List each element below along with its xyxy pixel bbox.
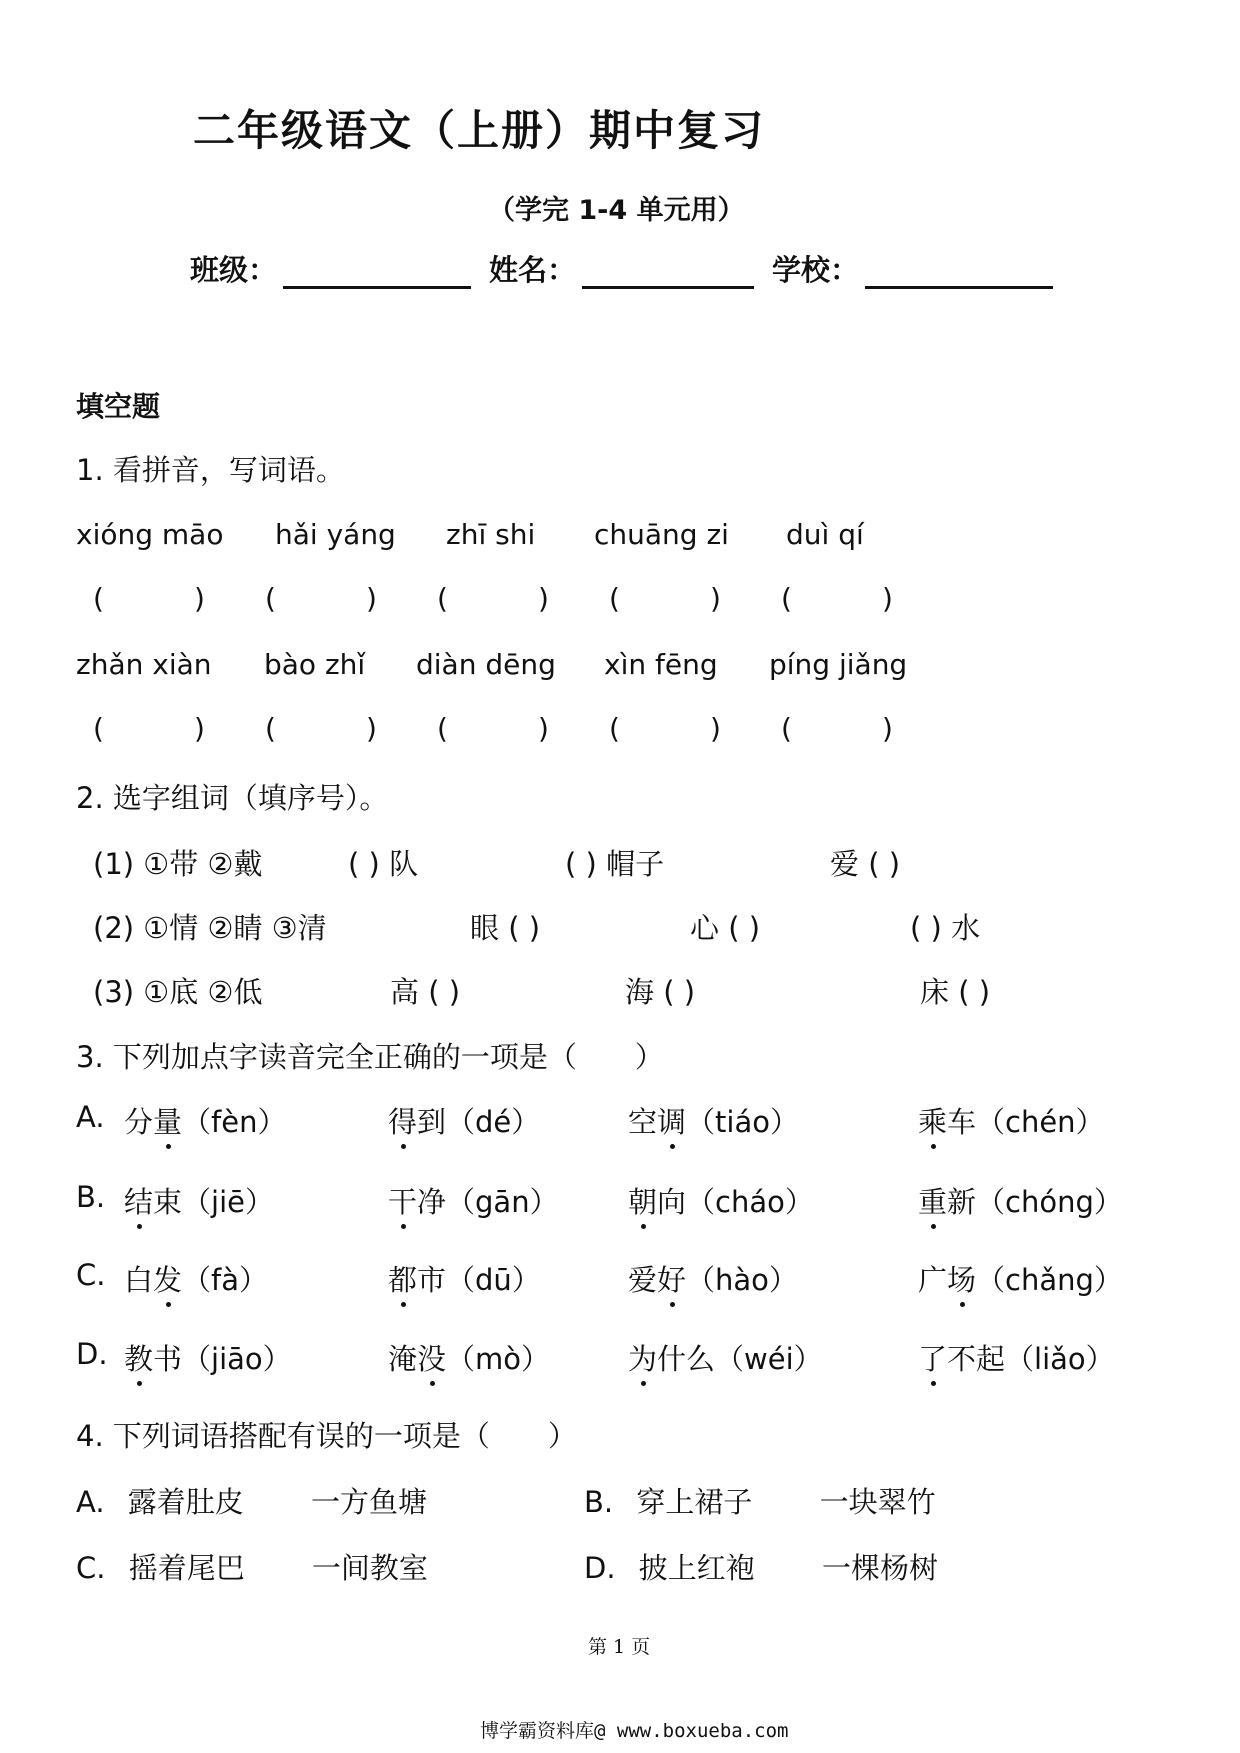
school-field[interactable] (865, 248, 1053, 289)
q2-row1-blank3[interactable]: 爱 ( ) (830, 847, 901, 881)
section-title: 填空题 (76, 390, 161, 423)
answer-box-9[interactable]: ( ) (609, 712, 721, 745)
item-text-before: 淹 (388, 1342, 418, 1376)
pinyin-7: bào zhǐ (264, 648, 366, 681)
name-label: 姓名： (489, 253, 577, 287)
q3-option-item (388, 1258, 541, 1299)
option-letter: D. (584, 1551, 616, 1585)
item-text-before: 广 (918, 1263, 948, 1297)
q3-option-letter[interactable]: C. (76, 1258, 106, 1292)
q3-option-item (388, 1180, 559, 1221)
answer-box-4[interactable]: ( ) (609, 582, 721, 615)
q2-row2-choices: (2) ①情 ②睛 ③清 (93, 911, 327, 945)
item-text-after: （chǎng） (976, 1263, 1123, 1297)
class-label: 班级： (190, 253, 278, 287)
dotted-character: 量 (153, 1100, 182, 1141)
dotted-character: 都 (388, 1258, 417, 1299)
q2-row1-choices: (1) ①带 ②戴 (93, 847, 263, 881)
dotted-character: 了 (918, 1337, 947, 1378)
pinyin-2: hǎi yáng (275, 518, 396, 551)
item-text-after: 市（dū） (417, 1263, 541, 1297)
option-phrase-b: 一方鱼塘 (311, 1485, 428, 1519)
item-text-before: 白 (124, 1263, 154, 1297)
q3-prompt: 3. 下列加点字读音完全正确的一项是（ ） (76, 1040, 664, 1074)
option-phrase-a: 穿上裙子 (636, 1485, 753, 1519)
q3-option-item (628, 1180, 814, 1221)
item-text-before: 空 (628, 1105, 658, 1139)
dotted-character: 重 (918, 1180, 947, 1221)
answer-box-3[interactable]: ( ) (437, 582, 549, 615)
q2-row3-blank1[interactable]: 高 ( ) (390, 975, 461, 1009)
dotted-character: 干 (388, 1180, 417, 1221)
answer-box-10[interactable]: ( ) (781, 712, 893, 745)
option-letter: B. (584, 1485, 614, 1519)
pinyin-4: chuāng zi (594, 518, 729, 551)
option-phrase-b: 一棵杨树 (822, 1551, 939, 1585)
option-phrase-a: 露着肚皮 (127, 1485, 244, 1519)
q3-option-item (628, 1100, 799, 1141)
item-text-after: 不起（liǎo） (947, 1342, 1115, 1376)
dotted-character: 朝 (628, 1180, 657, 1221)
answer-box-7[interactable]: ( ) (265, 712, 377, 745)
dotted-character: 教 (124, 1337, 153, 1378)
q2-row2-blank2[interactable]: 心 ( ) (690, 911, 761, 945)
q3-option-item (124, 1258, 268, 1299)
dotted-character: 为 (628, 1337, 657, 1378)
item-text-after: 向（cháo） (657, 1185, 814, 1219)
option-phrase-a: 披上红袍 (638, 1551, 755, 1585)
page-subtitle: （学完 1-4 单元用） (488, 195, 745, 226)
q4-option-c[interactable] (76, 1546, 428, 1587)
q2-row3-choices: (3) ①底 ②低 (93, 975, 263, 1009)
q3-option-item (124, 1337, 292, 1378)
class-field[interactable] (283, 248, 471, 289)
q3-option-item (918, 1100, 1105, 1141)
q3-option-letter[interactable]: D. (76, 1337, 108, 1371)
q3-option-item (918, 1258, 1123, 1299)
q2-row1-blank2[interactable]: ( ) 帽子 (565, 847, 665, 881)
q1-prompt: 1. 看拼音，写词语。 (76, 453, 345, 487)
option-phrase-b: 一间教室 (311, 1551, 428, 1585)
answer-box-8[interactable]: ( ) (437, 712, 549, 745)
answer-box-2[interactable]: ( ) (265, 582, 377, 615)
item-text-after: 书（jiāo） (153, 1342, 292, 1376)
item-text-after: （fà） (182, 1263, 269, 1297)
q2-row2-blank1[interactable]: 眼 ( ) (470, 911, 541, 945)
item-text-after: （tiáo） (686, 1105, 799, 1139)
q3-option-item (918, 1180, 1123, 1221)
dotted-character: 调 (657, 1100, 686, 1141)
dotted-character: 场 (947, 1258, 976, 1299)
answer-box-5[interactable]: ( ) (781, 582, 893, 615)
option-phrase-a: 摇着尾巴 (128, 1551, 245, 1585)
item-text-after: 束（jiē） (153, 1185, 274, 1219)
item-text-after: 新（chóng） (947, 1185, 1123, 1219)
q3-option-item (388, 1337, 550, 1378)
q4-option-d[interactable] (584, 1546, 938, 1587)
dotted-character: 得 (388, 1100, 417, 1141)
q2-prompt: 2. 选字组词（填序号）。 (76, 781, 389, 815)
option-phrase-b: 一块翠竹 (819, 1485, 936, 1519)
pinyin-3: zhī shi (446, 518, 536, 551)
item-text-after: 净（gān） (417, 1185, 559, 1219)
item-text-after: （fèn） (182, 1105, 287, 1139)
name-field[interactable] (582, 248, 754, 289)
page-number: 第 1 页 (588, 1636, 651, 1658)
pinyin-9: xìn fēng (604, 648, 718, 681)
item-text-before: 分 (124, 1105, 154, 1139)
q4-option-b[interactable] (584, 1480, 936, 1521)
item-text-after: （hào） (686, 1263, 798, 1297)
q3-option-item (628, 1337, 823, 1378)
pinyin-6: zhǎn xiàn (76, 648, 212, 681)
dotted-character: 乘 (918, 1100, 947, 1141)
q2-row2-blank3[interactable]: ( ) 水 (910, 911, 981, 945)
student-info-line (190, 248, 1071, 289)
q3-option-letter[interactable]: B. (76, 1180, 106, 1214)
option-letter: C. (76, 1551, 106, 1585)
q3-option-item (388, 1100, 540, 1141)
pinyin-8: diàn dēng (416, 648, 556, 681)
q3-option-item (124, 1100, 286, 1141)
q3-option-letter[interactable]: A. (76, 1100, 105, 1134)
q4-prompt: 4. 下列词语搭配有误的一项是（ ） (76, 1419, 577, 1453)
q3-option-item (628, 1258, 798, 1299)
watermark: 博学霸资料库@ www.boxueba.com (480, 1720, 789, 1742)
item-text-after: 到（dé） (417, 1105, 541, 1139)
answer-box-1[interactable]: ( ) (93, 582, 205, 615)
q2-row1-blank1[interactable]: ( ) 队 (348, 847, 419, 881)
option-letter: A. (76, 1485, 105, 1519)
school-label: 学校： (772, 253, 860, 287)
answer-box-6[interactable]: ( ) (93, 712, 205, 745)
item-text-after: 什么（wéi） (657, 1342, 823, 1376)
pinyin-5: duì qí (786, 518, 864, 551)
dotted-character: 发 (153, 1258, 182, 1299)
q2-row3-blank3[interactable]: 床 ( ) (920, 975, 991, 1009)
q3-option-item (918, 1337, 1115, 1378)
pinyin-1: xióng māo (76, 518, 224, 551)
q3-option-item (124, 1180, 274, 1221)
dotted-character: 好 (657, 1258, 686, 1299)
item-text-before: 爱 (628, 1263, 658, 1297)
item-text-after: （mò） (446, 1342, 551, 1376)
q2-row3-blank2[interactable]: 海 ( ) (625, 975, 696, 1009)
q4-option-a[interactable] (76, 1480, 427, 1521)
dotted-character: 没 (417, 1337, 446, 1378)
page-title: 二年级语文（上册）期中复习 (193, 106, 766, 155)
item-text-after: 车（chén） (947, 1105, 1105, 1139)
pinyin-10: píng jiǎng (769, 648, 908, 681)
dotted-character: 结 (124, 1180, 153, 1221)
